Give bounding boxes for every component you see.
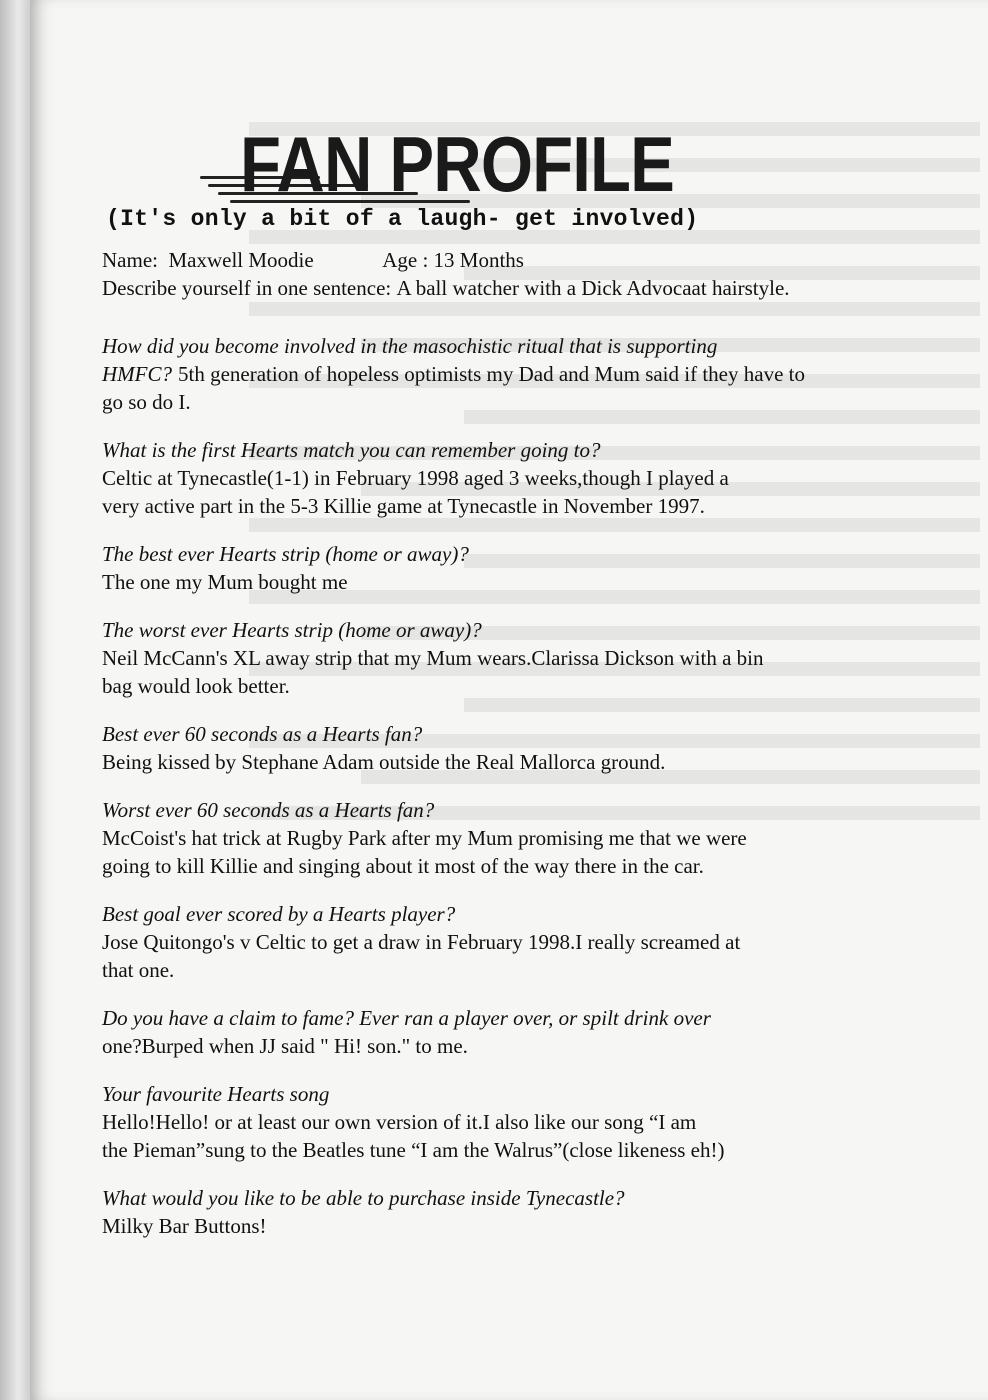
qa-item xyxy=(102,1080,952,1164)
question-text: HMFC? xyxy=(102,362,172,386)
answer-text: that one. xyxy=(102,958,175,982)
answer-text: one?Burped when JJ said " Hi! son." to me. xyxy=(102,1034,468,1058)
qa-question-line xyxy=(102,616,952,644)
question-text: Best ever 60 seconds as a Hearts fan? xyxy=(102,722,423,746)
qa-question-line xyxy=(102,1184,952,1212)
question-text: What is the first Hearts match you can remember going to? xyxy=(102,438,601,462)
qa-question-line xyxy=(102,796,952,824)
qa-question-line xyxy=(102,540,952,568)
question-text: Best goal ever scored by a Hearts player? xyxy=(102,902,456,926)
book-gutter xyxy=(0,0,30,1400)
name-label: Name: xyxy=(102,248,158,272)
name-age-row xyxy=(102,246,952,274)
qa-question-line xyxy=(102,360,952,388)
answer-text: McCoist's hat trick at Rugby Park after my Mum promising me that we were xyxy=(102,826,747,850)
qa-question-line xyxy=(102,720,952,748)
qa-item xyxy=(102,796,952,880)
qa-item xyxy=(102,720,952,776)
answer-text: Hello!Hello! or at least our own version of it.I also like our song “I am xyxy=(102,1110,697,1134)
qa-item xyxy=(102,436,952,520)
question-text: How did you become involved in the masochistic ritual that is supporting xyxy=(102,334,718,358)
question-text: What would you like to be able to purchase inside Tynecastle? xyxy=(102,1186,625,1210)
answer-text: Milky Bar Buttons! xyxy=(102,1214,267,1238)
answer-text: 5th generation of hopeless optimists my Dad and Mum said if they have to xyxy=(178,362,805,386)
describe-row xyxy=(102,274,952,302)
qa-question-line xyxy=(102,900,952,928)
qa-item xyxy=(102,332,952,416)
qa-item xyxy=(102,1184,952,1240)
qa-list xyxy=(102,332,952,1240)
qa-question-line xyxy=(102,1080,952,1108)
page-subtitle: (It's only a bit of a laugh- get involved) xyxy=(106,206,699,232)
answer-text: Jose Quitongo's v Celtic to get a draw in February 1998.I really screamed at xyxy=(102,930,741,954)
question-text: Worst ever 60 seconds as a Hearts fan? xyxy=(102,798,435,822)
qa-question-line xyxy=(102,436,952,464)
question-text: Your favourite Hearts song xyxy=(102,1082,330,1106)
qa-item xyxy=(102,900,952,984)
age-label: Age : xyxy=(382,248,429,272)
qa-item xyxy=(102,616,952,700)
answer-text: the Pieman”sung to the Beatles tune “I am the Walrus”(close likeness eh!) xyxy=(102,1138,725,1162)
describe-label: Describe yourself in one sentence: xyxy=(102,276,392,300)
name-value: Maxwell Moodie xyxy=(168,248,314,272)
answer-text: Neil McCann's XL away strip that my Mum wears.Clarissa Dickson with a bin xyxy=(102,646,764,670)
qa-question-line xyxy=(102,332,952,360)
answer-text: going to kill Killie and singing about it most of the way there in the car. xyxy=(102,854,704,878)
question-text: Do you have a claim to fame? Ever ran a player over, or spilt drink over xyxy=(102,1006,711,1030)
fan-profile-header xyxy=(200,118,675,212)
answer-text: The one my Mum bought me xyxy=(102,570,348,594)
page-title: FAN PROFILE xyxy=(240,120,675,208)
answer-text: very active part in the 5-3 Killie game at Tynecastle in November 1997. xyxy=(102,494,705,518)
qa-question-line xyxy=(102,1004,952,1032)
profile-content xyxy=(102,246,952,1240)
describe-value: A ball watcher with a Dick Advocaat hairstyle. xyxy=(396,276,790,300)
qa-item xyxy=(102,540,952,596)
qa-item xyxy=(102,1004,952,1060)
question-text: The best ever Hearts strip (home or away)? xyxy=(102,542,469,566)
answer-text: Celtic at Tynecastle(1-1) in February 1998 aged 3 weeks,though I played a xyxy=(102,466,729,490)
question-text: The worst ever Hearts strip (home or away)? xyxy=(102,618,482,642)
answer-text: go so do I. xyxy=(102,390,191,414)
answer-text: Being kissed by Stephane Adam outside the Real Mallorca ground. xyxy=(102,750,666,774)
answer-text: bag would look better. xyxy=(102,674,290,698)
age-value: 13 Months xyxy=(433,248,524,272)
